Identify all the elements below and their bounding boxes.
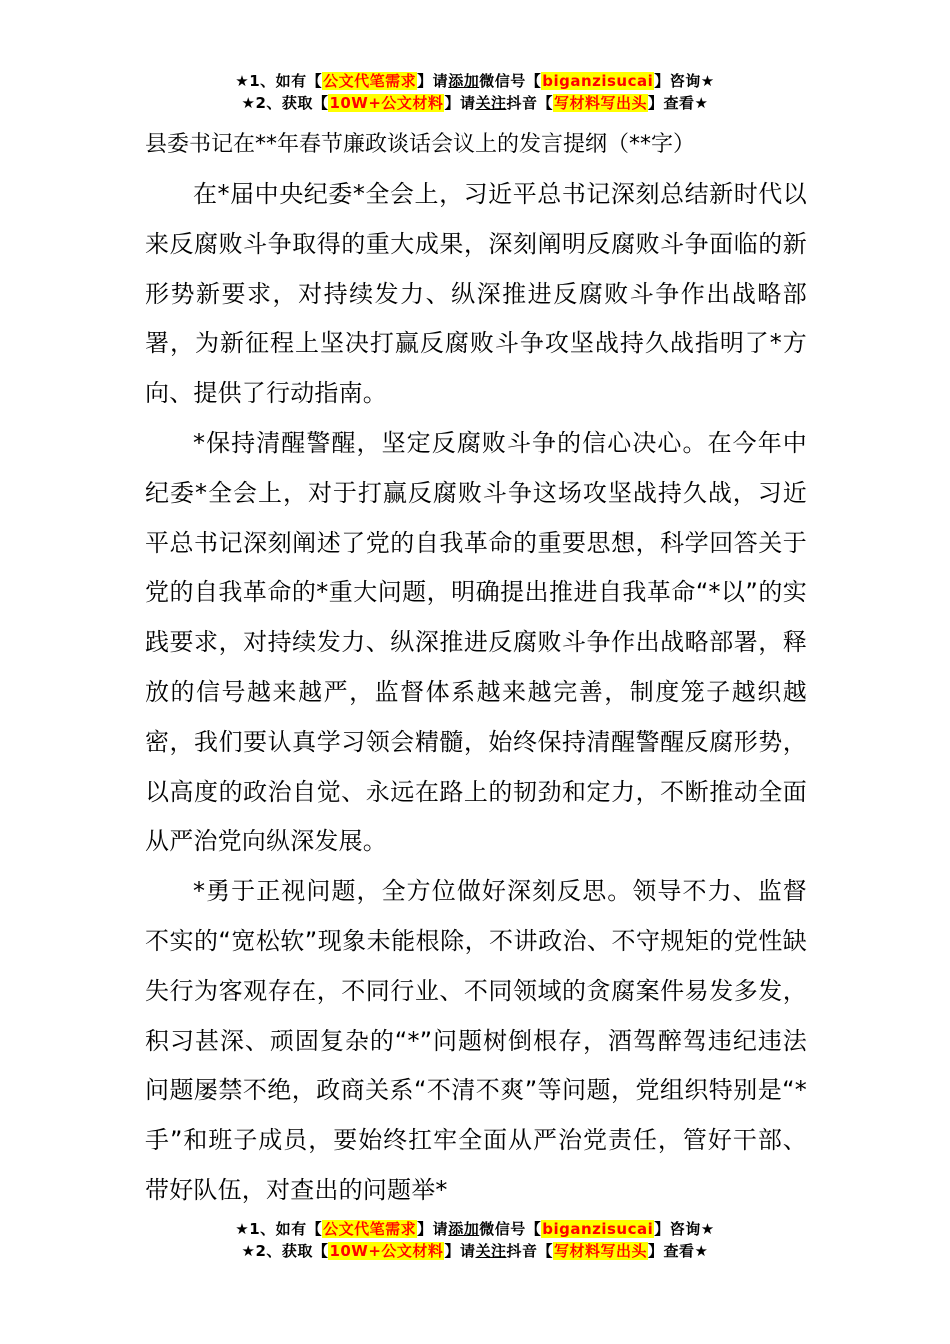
promo-line-1: ★1、如有【公文代笔需求】请添加微信号【biganzisucai】咨询★ [235, 1220, 715, 1238]
promo-line-2: ★2、获取【10W+公文材料】请关注抖音【写材料写出头】查看★ [241, 94, 709, 112]
footer-promo-banner [0, 1218, 950, 1262]
header-promo-banner [0, 70, 950, 114]
highlight-service: 公文代笔需求 [323, 72, 417, 90]
highlight-service: 公文代笔需求 [323, 1220, 417, 1238]
document-title: 县委书记在**年春节廉政谈话会议上的发言提纲（**字） [145, 132, 696, 157]
highlight-douyin-account: 写材料写出头 [553, 1242, 647, 1260]
paragraph-3: *勇于正视问题，全方位做好深刻反思。领导不力、监督不实的“宽松软”现象未能根除，不讲政治、不守规矩的党性缺失行为客观存在，不同行业、不同领域的贪腐案件易发多发，积习甚深、顽固复杂的“*”问题树倒根存，酒驾醉驾违纪违法问题屡禁不绝，政商关系“不清不爽”等问题，党组织特别是“*手”和班子成员，要始终扛牢全面从严治党责任，管好干部、带好队伍，对查出的问题举* [145, 877, 807, 1204]
paragraph-2: *保持清醒警醒，坚定反腐败斗争的信心决心。在今年中纪委*全会上，对于打赢反腐败斗争这场攻坚战持久战，习近平总书记深刻阐述了党的自我革命的重要思想，科学回答关于党的自我革命的*重大问题，明确提出推进自我革命“*以”的实践要求，对持续发力、纵深推进反腐败斗争作出战略部署，释放的信号越来越严，监督体系越来越完善，制度笼子越织越密，我们要认真学习领会精髓，始终保持清醒警醒反腐形势，以高度的政治自觉、永远在路上的韧劲和定力，不断推动全面从严治党向纵深发展。 [145, 428, 807, 856]
promo-line-2: ★2、获取【10W+公文材料】请关注抖音【写材料写出头】查看★ [241, 1242, 709, 1260]
highlight-wechat-id: biganzisucai [542, 72, 654, 90]
highlight-wechat-id: biganzisucai [542, 1220, 654, 1238]
highlight-materials: 10W+公文材料 [329, 94, 444, 112]
highlight-douyin-account: 写材料写出头 [553, 94, 647, 112]
paragraph-1: 在*届中央纪委*全会上，习近平总书记深刻总结新时代以来反腐败斗争取得的重大成果，深刻阐明反腐败斗争面临的新形势新要求，对持续发力、纵深推进反腐败斗争作出战略部署，为新征程上坚决打赢反腐败斗争攻坚战持久战指明了*方向、提供了行动指南。 [145, 180, 807, 408]
document-body [145, 128, 807, 1216]
promo-line-1: ★1、如有【公文代笔需求】请添加微信号【biganzisucai】咨询★ [235, 72, 715, 90]
highlight-materials: 10W+公文材料 [329, 1242, 444, 1260]
